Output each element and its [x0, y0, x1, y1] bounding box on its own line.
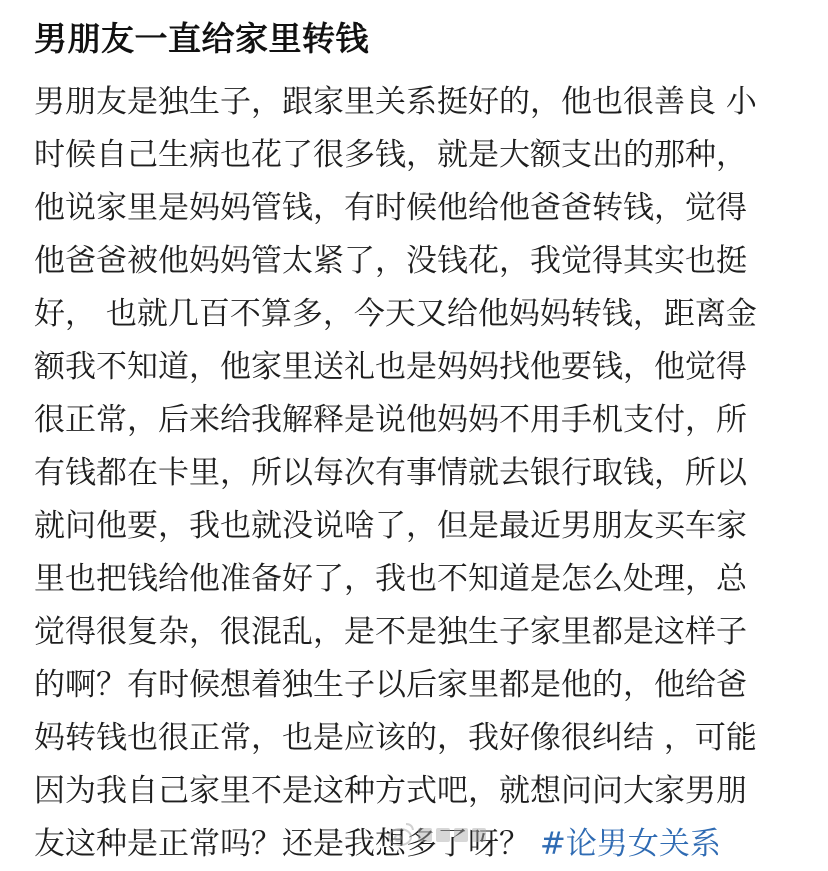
body-line: 觉得很复杂，很混乱，是不是独生子家里都是这样子 — [34, 614, 747, 650]
body-line: 里也把钱给他准备好了，我也不知道是怎么处理，总 — [34, 561, 747, 597]
watermark-icon — [386, 818, 488, 852]
body-line-last-text: 友这种是正常吗？还是我想多了呀？ — [34, 826, 540, 862]
hashtag-link[interactable]: #论男女关系 — [539, 826, 721, 862]
body-line: 时候自己生病也花了很多钱，就是大额支出的那种， — [34, 137, 747, 173]
body-line: 妈转钱也很正常，也是应该的，我好像很纠结 ，可能 — [34, 720, 757, 756]
body-line: 他说家里是妈妈管钱，有时候他给他爸爸转钱，觉得 — [34, 190, 747, 226]
body-line: 好， 也就几百不算多，今天又给他妈妈转钱，距离金 — [34, 296, 757, 332]
post-body — [34, 76, 824, 871]
body-line: 男朋友是独生子，跟家里关系挺好的，他也很善良 小 — [34, 84, 757, 120]
body-line: 有钱都在卡里，所以每次有事情就去银行取钱，所以 — [34, 455, 747, 491]
body-line: 额我不知道，他家里送礼也是妈妈找他要钱，他觉得 — [34, 349, 747, 385]
post-title: 男朋友一直给家里转钱 — [34, 19, 369, 58]
body-line: 就问他要，我也就没说啥了，但是最近男朋友买车家 — [34, 508, 747, 544]
body-line: 很正常，后来给我解释是说他妈妈不用手机支付，所 — [34, 402, 747, 438]
body-line: 他爸爸被他妈妈管太紧了，没钱花，我觉得其实也挺 — [34, 243, 747, 279]
body-line: 的啊？有时候想着独生子以后家里都是他的，他给爸 — [34, 667, 747, 703]
body-line: 因为我自己家里不是这种方式吧，就想问问大家男朋 — [34, 773, 747, 809]
